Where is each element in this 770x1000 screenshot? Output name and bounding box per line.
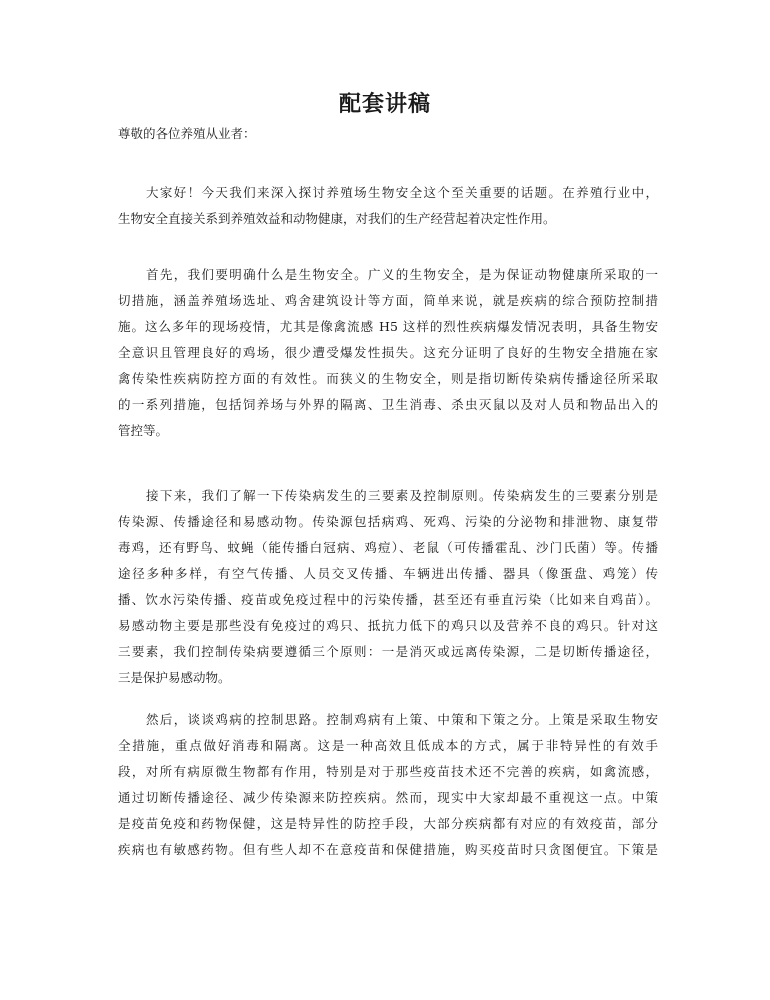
paragraph-line: 疾病也有敏感药物。但有些人却不在意疫苗和保健措施，购买疫苗时只贪图便宜。下策是 xyxy=(118,842,658,857)
paragraph-line: 接下来，我们了解一下传染病发生的三要素及控制原则。传染病发生的三要素分别是 xyxy=(146,488,658,503)
paragraph-line: 然后，谈谈鸡病的控制思路。控制鸡病有上策、中策和下策之分。上策是采取生物安 xyxy=(146,712,658,727)
paragraph-line: 传染源、传播途径和易感动物。传染源包括病鸡、死鸡、污染的分泌物和排泄物、康复带 xyxy=(118,514,658,529)
paragraph-line: 首先，我们要明确什么是生物安全。广义的生物安全，是为保证动物健康所采取的一 xyxy=(146,267,658,282)
paragraph-line: 播、饮水污染传播、疫苗或免疫过程中的污染传播，甚至还有垂直污染（比如来自鸡苗）。 xyxy=(118,592,658,607)
paragraph-line: 三要素，我们控制传染病要遵循三个原则：一是消灭或远离传染源，二是切断传播途径， xyxy=(118,644,658,659)
greeting-line: 尊敬的各位养殖从业者： xyxy=(118,126,256,141)
paragraph-line: 途径多种多样，有空气传播、人员交叉传播、车辆进出传播、器具（像蛋盘、鸡笼）传 xyxy=(118,566,658,581)
paragraph-3 xyxy=(118,483,658,691)
paragraph-line: 全意识且管理良好的鸡场，很少遭受爆发性损失。这充分证明了良好的生物安全措施在家 xyxy=(118,345,658,360)
paragraph-line: 毒鸡，还有野鸟、蚊蝇（能传播白冠病、鸡痘）、老鼠（可传播霍乱、沙门氏菌）等。传播 xyxy=(118,540,658,555)
paragraph-line: 切措施，涵盖养殖场选址、鸡舍建筑设计等方面，简单来说，就是疾病的综合预防控制措 xyxy=(118,293,658,308)
document-title: 配套讲稿 xyxy=(338,91,431,117)
paragraph-line: 施。这么多年的现场疫情，尤其是像禽流感 H5 这样的烈性疾病爆发情况表明，具备生物安 xyxy=(118,319,658,334)
paragraph-line: 通过切断传播途径、减少传染源来防控疾病。然而，现实中大家却最不重视这一点。中策 xyxy=(118,790,658,805)
paragraph-line: 三是保护易感动物。 xyxy=(118,670,231,685)
paragraph-line: 易感动物主要是那些没有免疫过的鸡只、抵抗力低下的鸡只以及营养不良的鸡只。针对这 xyxy=(118,618,658,633)
paragraph-line: 是疫苗免疫和药物保健，这是特异性的防控手段，大部分疾病都有对应的有效疫苗，部分 xyxy=(118,816,658,831)
paragraph-line: 禽传染性疾病防控方面的有效性。而狭义的生物安全，则是指切断传染病传播途径所采取 xyxy=(118,371,658,386)
paragraph-line: 管控等。 xyxy=(118,423,169,438)
paragraph-2 xyxy=(118,262,658,444)
paragraph-4 xyxy=(118,707,658,863)
paragraph-line: 的一系列措施，包括饲养场与外界的隔离、卫生消毒、杀虫灭鼠以及对人员和物品出入的 xyxy=(118,397,658,412)
paragraph-line: 生物安全直接关系到养殖效益和动物健康，对我们的生产经营起着决定性作用。 xyxy=(118,211,556,226)
paragraph-1 xyxy=(118,180,658,232)
paragraph-line: 段，对所有病原微生物都有作用，特别是对于那些疫苗技术还不完善的疾病，如禽流感， xyxy=(118,764,658,779)
paragraph-line: 全措施，重点做好消毒和隔离。这是一种高效且低成本的方式，属于非特异性的有效手 xyxy=(118,738,658,753)
paragraph-line: 大家好！今天我们来深入探讨养殖场生物安全这个至关重要的话题。在养殖行业中， xyxy=(146,185,658,200)
